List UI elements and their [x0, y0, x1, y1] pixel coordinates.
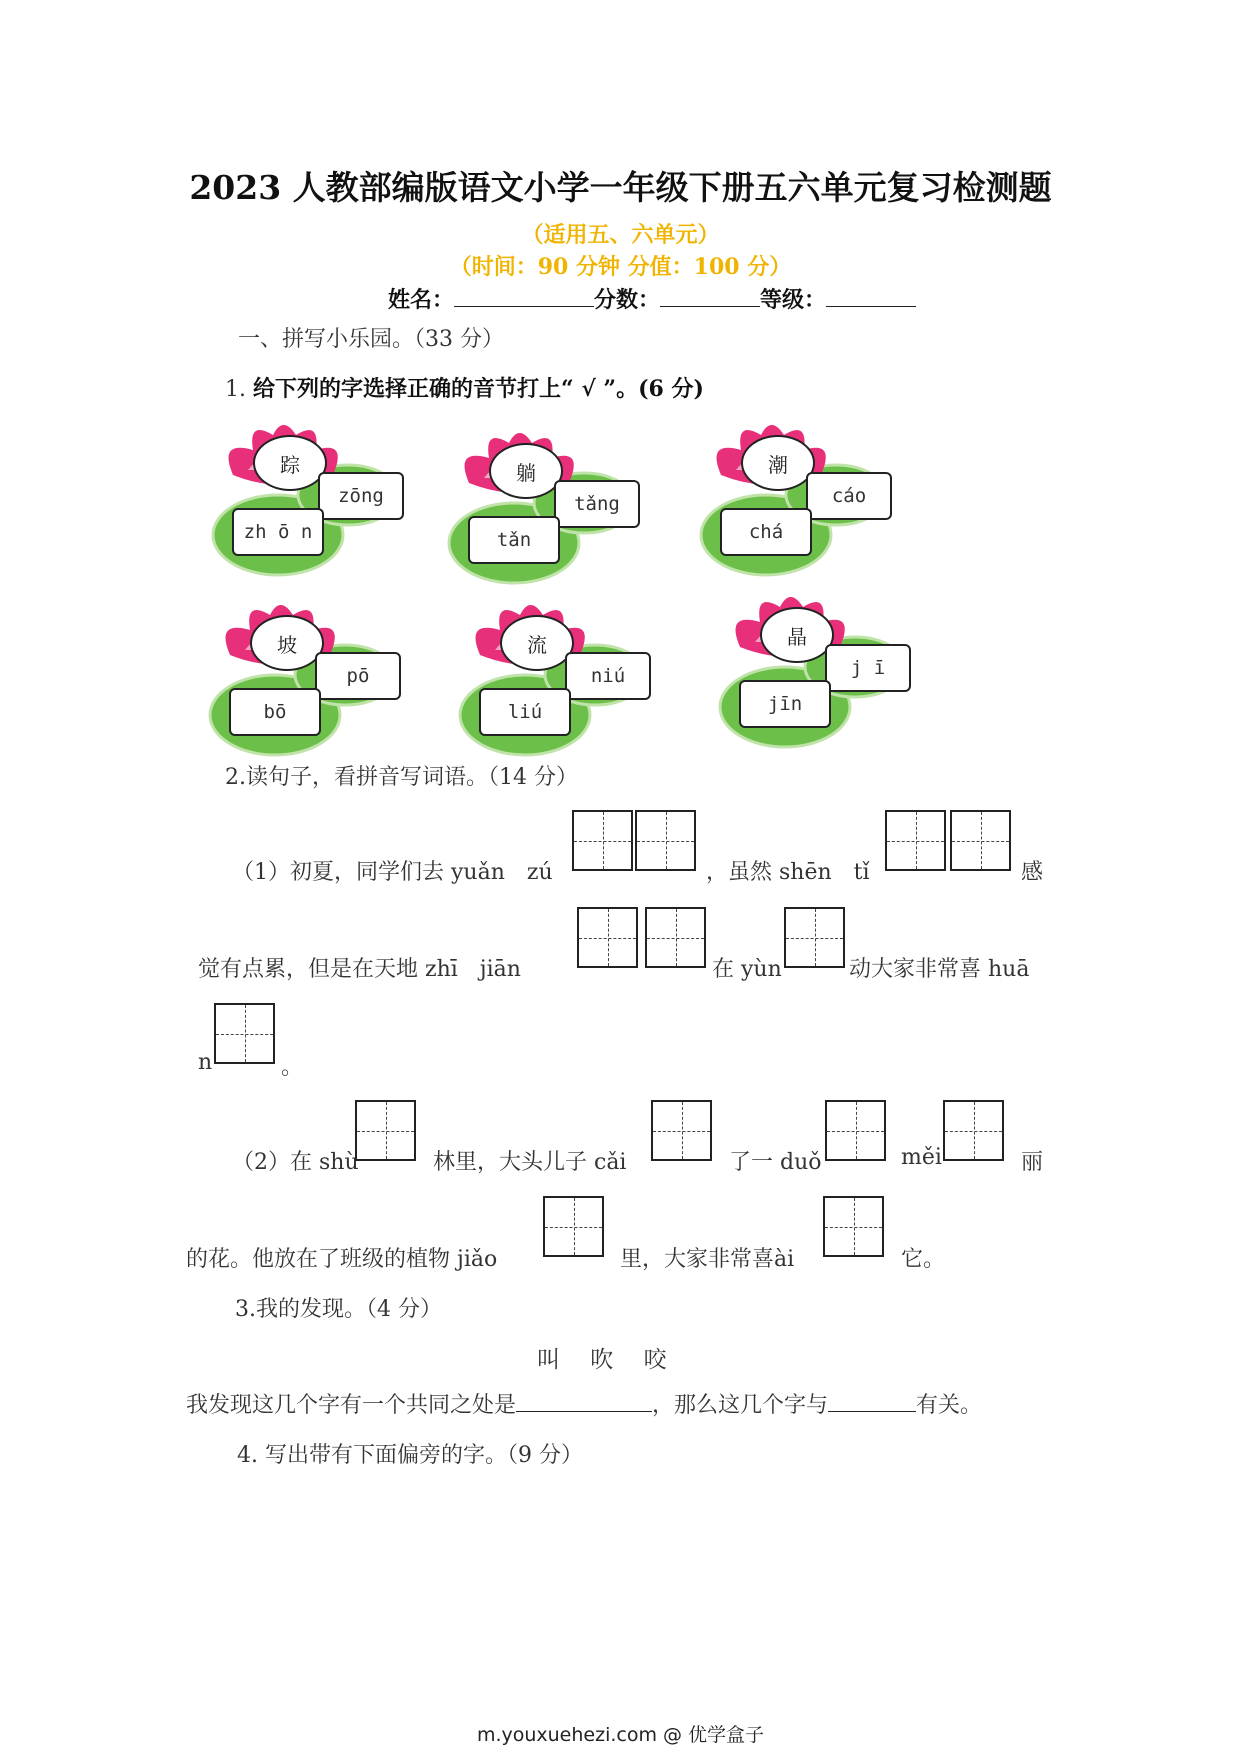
pinyin-option-upper[interactable]: niú [565, 652, 651, 700]
subtitle-scope: （适用五、六单元） [521, 222, 720, 248]
pinyin-option-lower[interactable]: tǎn [468, 516, 560, 564]
score-field[interactable] [660, 284, 760, 307]
writing-box[interactable] [635, 810, 696, 871]
q2-p1-text7: n [198, 1050, 213, 1075]
q3-sentence [186, 1388, 982, 1419]
lotus-character: 躺 [489, 443, 563, 499]
writing-box[interactable] [950, 810, 1011, 871]
lotus-character: 踪 [253, 435, 327, 491]
writing-box[interactable] [943, 1100, 1004, 1161]
q3-text3: 有关。 [916, 1393, 983, 1418]
q2-p2-text2: 林里，大头儿子 cǎi [433, 1150, 627, 1175]
q2-p2-text4: měi [901, 1145, 942, 1170]
writing-box[interactable] [572, 810, 633, 871]
q1-text: 给下列的字选择正确的音节打上“ √ ”。(6 分) [253, 376, 704, 402]
q2-p1-text1: （1）初夏，同学们去 yuǎn zú [232, 860, 553, 885]
q3-blank1[interactable] [516, 1389, 652, 1412]
writing-box[interactable] [651, 1100, 712, 1161]
pinyin-option-upper[interactable]: pō [315, 652, 401, 700]
writing-box[interactable] [885, 810, 946, 871]
pinyin-option-lower[interactable]: chá [720, 508, 812, 556]
q2-p2-text8: 它。 [901, 1247, 946, 1272]
lotus-character: 晶 [760, 607, 834, 663]
pinyin-option-lower[interactable]: liú [479, 688, 571, 736]
q2-p2-text3: 了一 duǒ [729, 1150, 822, 1175]
section1-heading: 一、拼写小乐园。（33 分） [238, 327, 504, 352]
lotus-character: 潮 [741, 435, 815, 491]
name-field[interactable] [454, 284, 594, 307]
writing-box[interactable] [214, 1003, 275, 1064]
info-row [388, 283, 916, 314]
q2-heading: 2.读句子，看拼音写词语。（14 分） [225, 765, 578, 790]
score-label: 分数： [594, 287, 661, 313]
name-label: 姓名： [388, 287, 455, 313]
grade-field[interactable] [826, 284, 916, 307]
pinyin-option-lower[interactable]: jīn [739, 680, 831, 728]
grade-label: 等级： [760, 287, 827, 313]
writing-box[interactable] [577, 907, 638, 968]
pinyin-option-upper[interactable]: cáo [806, 472, 892, 520]
pinyin-option-lower[interactable]: zh ō n [232, 508, 324, 556]
q3-blank2[interactable] [828, 1389, 916, 1412]
subtitle-time-score: （时间：90 分钟 分值：100 分） [449, 254, 792, 280]
q2-p1-text2: ，虽然 shēn tǐ [706, 860, 870, 885]
q2-p1-text5: 在 yùn [712, 957, 782, 982]
lotus-character: 流 [500, 615, 574, 671]
writing-box[interactable] [645, 907, 706, 968]
q3-heading: 3.我的发现。（4 分） [235, 1297, 442, 1322]
q2-p2-text6: 的花。他放在了班级的植物 jiǎo [186, 1247, 498, 1272]
page-title: 2023 人教部编版语文小学一年级下册五六单元复习检测题 [189, 168, 1052, 207]
pinyin-option-upper[interactable]: zōng [318, 472, 404, 520]
writing-box[interactable] [825, 1100, 886, 1161]
q2-p2-text7: 里，大家非常喜ài [620, 1247, 795, 1272]
q3-chars: 叫 吹 咬 [537, 1347, 667, 1373]
q3-text2: ，那么这几个字与 [652, 1393, 829, 1418]
lotus-character: 坡 [250, 615, 324, 671]
writing-box[interactable] [543, 1196, 604, 1257]
q4-heading: 4. 写出带有下面偏旁的字。（9 分） [237, 1443, 583, 1468]
writing-box[interactable] [823, 1196, 884, 1257]
pinyin-option-upper[interactable]: tǎng [554, 480, 640, 528]
q2-p2-text1: （2）在 shù [232, 1150, 359, 1175]
q2-p1-text6: 动大家非常喜 huā [849, 957, 1030, 982]
footer-watermark: m.youxuehezi.com @ 优学盒子 [476, 1724, 765, 1746]
q3-text1: 我发现这几个字有一个共同之处是 [186, 1393, 517, 1418]
pinyin-option-lower[interactable]: bō [229, 688, 321, 736]
q1-number: 1. [225, 377, 246, 402]
q2-p2-text5: 丽 [1021, 1150, 1044, 1175]
writing-box[interactable] [355, 1100, 416, 1161]
q2-p1-text3: 感 [1021, 860, 1044, 885]
pinyin-option-upper[interactable]: j ī [825, 644, 911, 692]
writing-box[interactable] [784, 907, 845, 968]
q2-p1-text4: 觉有点累，但是在天地 zhī jiān [198, 957, 521, 982]
q2-p1-text8: 。 [281, 1055, 304, 1080]
q1-heading [225, 372, 704, 403]
